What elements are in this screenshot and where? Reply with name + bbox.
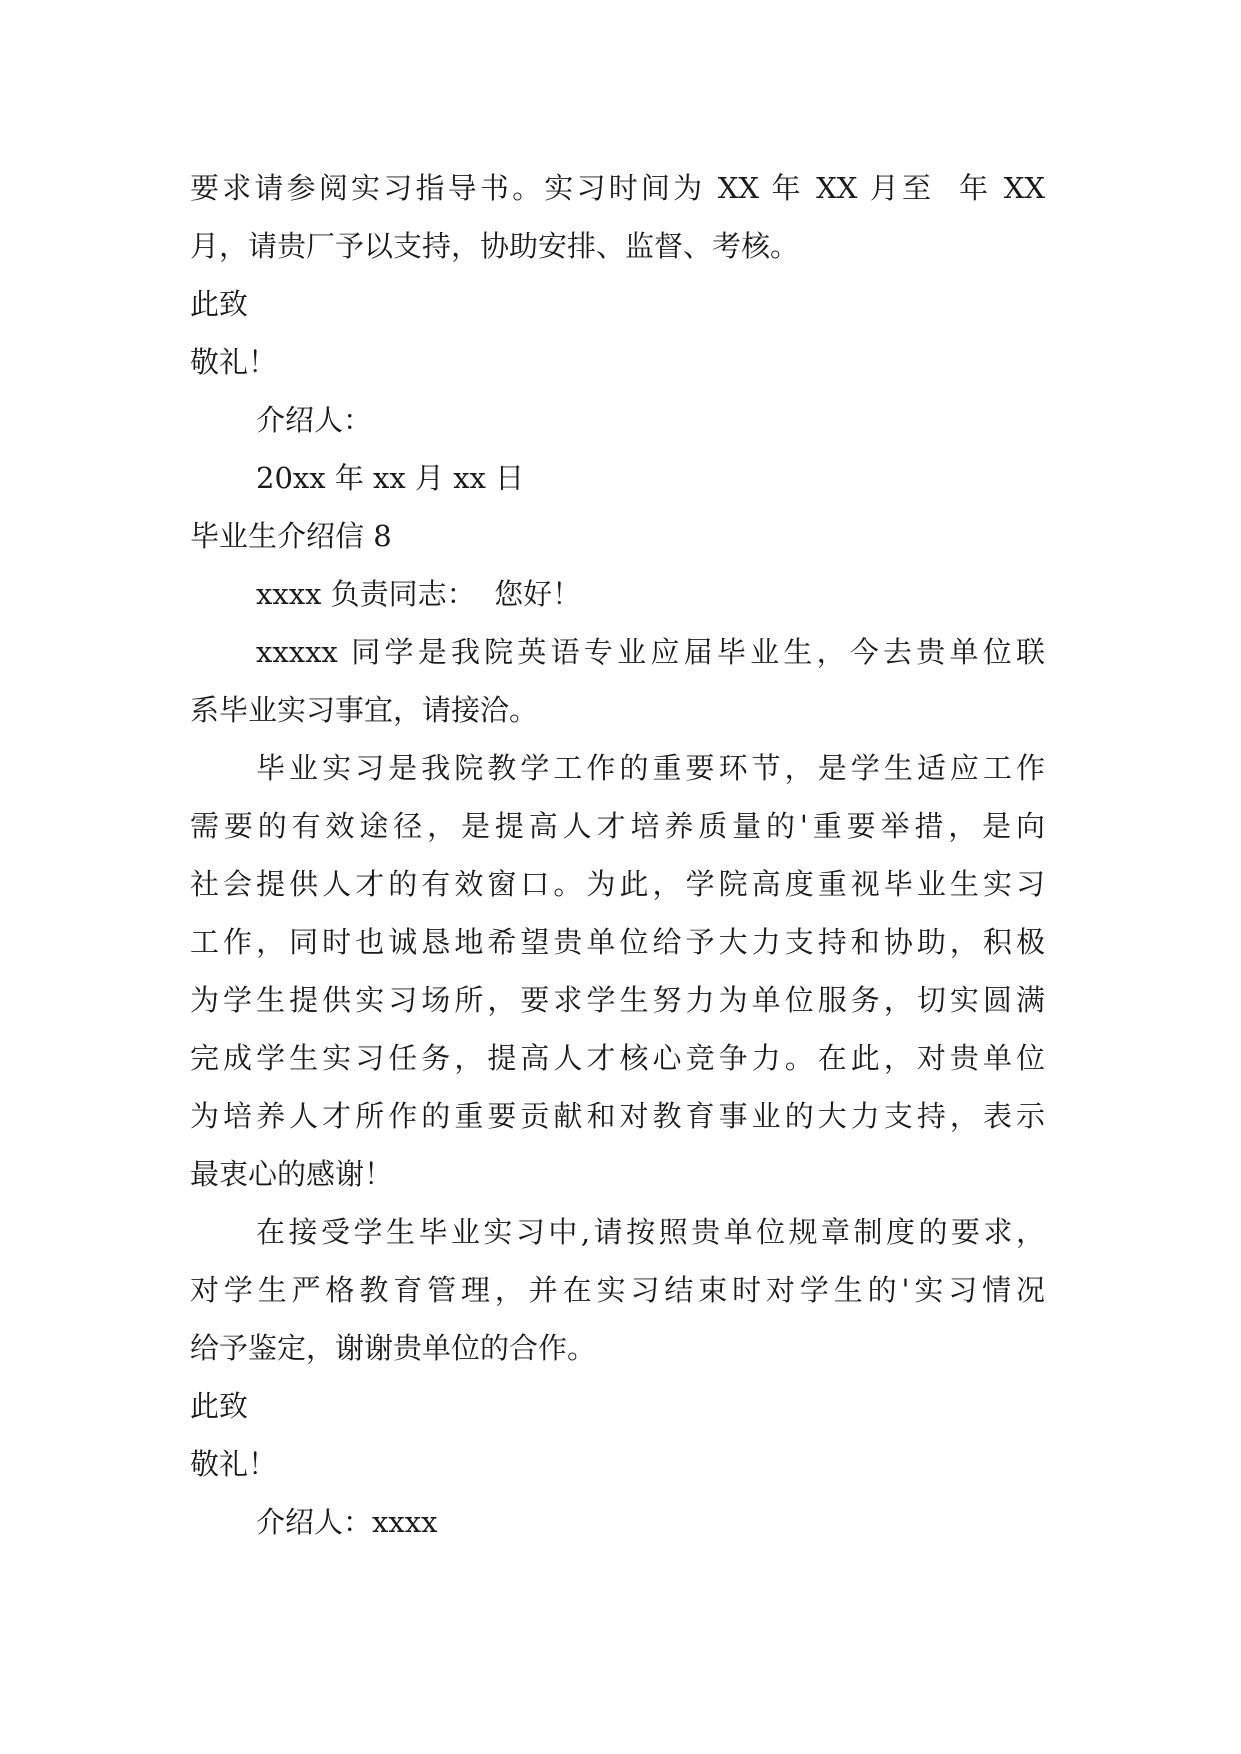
section-heading: 毕业生介绍信 8 <box>190 519 392 553</box>
text-line: xxxxx 同学是我院英语专业应届毕业生，今去贵单位联 <box>256 635 1045 669</box>
text-line: 最衷心的感谢！ <box>190 1157 394 1191</box>
text-line: 工作，同时也诚恳地希望贵单位给予大力支持和协助，积极 <box>190 925 1045 959</box>
text-line: 对学生严格教育管理，并在实习结束时对学生的'实习情况 <box>190 1273 1045 1307</box>
text-line: 为培养人才所作的重要贡献和对教育事业的大力支持，表示 <box>190 1099 1045 1133</box>
text-line: 毕业实习是我院教学工作的重要环节，是学生适应工作 <box>256 751 1045 785</box>
text-line: 月，请贵厂予以支持，协助安排、监督、考核。 <box>190 229 800 263</box>
text-line: 在接受学生毕业实习中,请按照贵单位规章制度的要求， <box>256 1215 1045 1249</box>
text-line: 系毕业实习事宜，请接洽。 <box>190 693 539 727</box>
closing-regards: 敬礼！ <box>190 345 278 379</box>
text-line: 需要的有效途径，是提高人才培养质量的'重要举措，是向 <box>190 809 1045 843</box>
text-line: 要求请参阅实习指导书。实习时间为 XX 年 XX 月至 年 XX <box>190 171 1045 205</box>
signatory-label: 介绍人： <box>256 403 373 437</box>
date-line: 20xx 年 xx 月 xx 日 <box>256 461 525 495</box>
closing-salutation: 此致 <box>190 1389 249 1423</box>
text-line: 给予鉴定，谢谢贵单位的合作。 <box>190 1331 597 1365</box>
greeting-line: xxxx 负责同志： 您好！ <box>256 577 582 611</box>
signatory-line: 介绍人：xxxx <box>256 1505 438 1539</box>
text-line: 为学生提供实习场所，要求学生努力为单位服务，切实圆满 <box>190 983 1045 1017</box>
text-line: 社会提供人才的有效窗口。为此，学院高度重视毕业生实习 <box>190 867 1045 901</box>
closing-salutation: 此致 <box>190 287 249 321</box>
closing-regards: 敬礼！ <box>190 1447 278 1481</box>
text-line: 完成学生实习任务，提高人才核心竞争力。在此，对贵单位 <box>190 1041 1045 1075</box>
